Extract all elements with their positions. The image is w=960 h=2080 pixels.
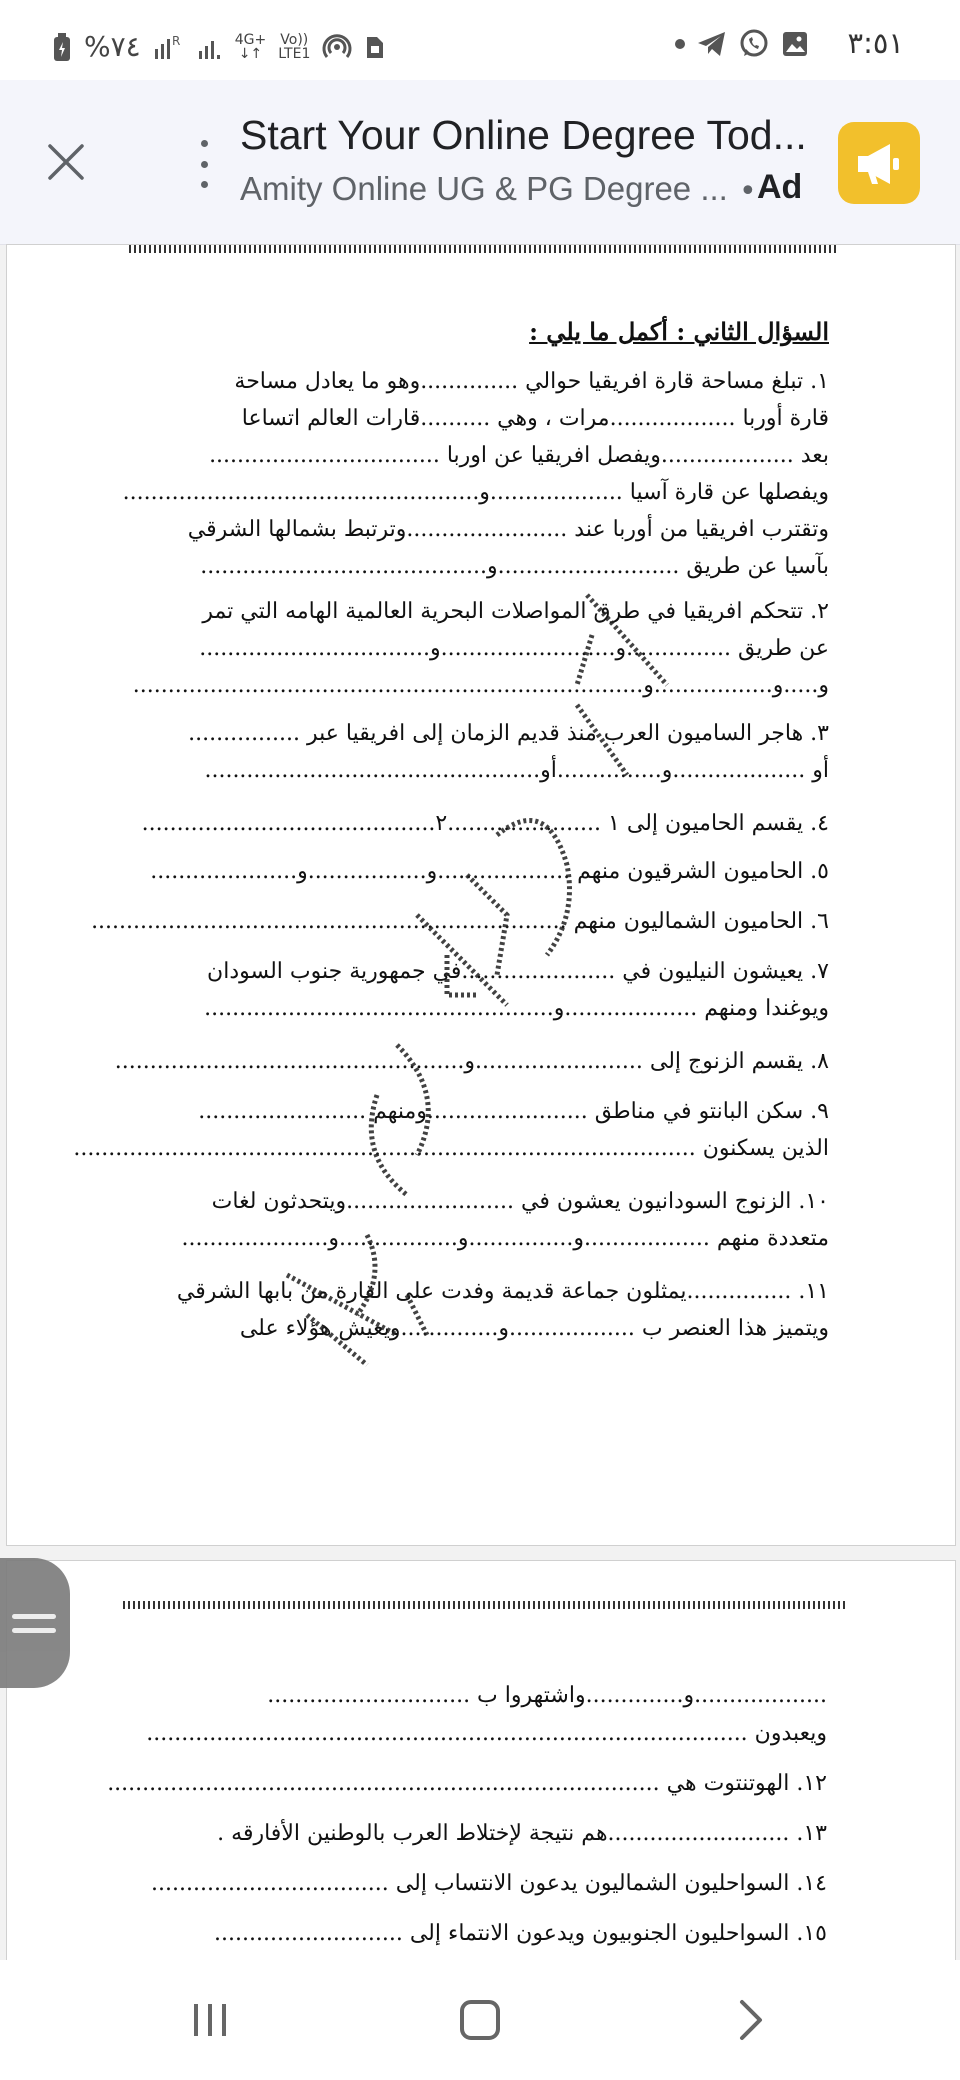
text-line: ويتميز هذا العنصر ب ..................و..............ويعيش هؤلاء على [239, 1316, 829, 1341]
close-icon[interactable] [40, 136, 92, 188]
question-heading: السؤال الثاني : أكمل ما يلي : [529, 317, 829, 346]
text-line: بآسيا عن طريق ..........................و......................................... [200, 554, 829, 579]
status-right-icons [674, 28, 810, 60]
text-line: ٤. يقسم الحاميون إلى ١ ......................٢.......................................... [141, 811, 829, 836]
status-bar [0, 0, 960, 80]
text-line: ٦. الحاميون الشماليون منهم .................................................................... [91, 909, 829, 934]
text-line: ٢. تتحكم افريقيا في طرق المواصلات البحرية العالمية الهامه التي تمر [202, 599, 829, 624]
ad-banner[interactable] [0, 80, 960, 245]
volte-bottom-label: LTE1 [278, 45, 311, 62]
megaphone-icon [838, 122, 920, 204]
page-top-border [123, 1601, 845, 1609]
more-options-icon[interactable] [196, 140, 212, 188]
ad-label: Ad [757, 168, 803, 206]
handwritten-watermark [247, 575, 767, 1375]
side-panel-handle[interactable] [0, 1558, 70, 1688]
text-line: ١٣. ..........................هم نتيجة لإختلاط العرب بالوطنين الأفارقه . [217, 1821, 827, 1846]
text-line: عن طريق ...............و.........................و................................. [199, 636, 829, 661]
text-line: متعددة منهم ..................و...............و.................و..................... [181, 1226, 829, 1251]
status-time: ٣:٥١ [847, 26, 904, 60]
text-line: ١. تبلغ مساحة قارة افريقيا حوالي ..............وهو ما يعادل مساحة [234, 369, 829, 394]
text-line: ويوغندا ومنهم ...................و.................................................. [204, 996, 829, 1021]
status-left-icons [52, 30, 386, 63]
ad-subtitle[interactable]: Amity Online UG & PG Degree ... [240, 170, 728, 207]
text-line: ٩. سكن البانتو في مناطق .......................ومنهم ........................ [198, 1099, 829, 1124]
text-line: ١٠. الزنوج السودانيون يعشون في ........................ويتحدثون لغات [211, 1189, 829, 1214]
signal-r-icon [153, 33, 185, 61]
menu-lines-icon [12, 1614, 56, 1619]
telegram-icon [696, 29, 728, 59]
ad-title[interactable]: Start Your Online Degree Tod... [240, 112, 807, 158]
hotspot-icon [322, 32, 352, 62]
home-icon[interactable] [450, 1996, 510, 2044]
navigation-bar [0, 1960, 960, 2080]
text-line: ١٢. الهوتنتوت هي ............................................................................... [107, 1771, 827, 1796]
ad-separator-dot: • [739, 174, 757, 209]
battery-percent: %٧٤ [84, 30, 141, 63]
battery-icon [52, 32, 72, 62]
document-page-2[interactable] [6, 1560, 956, 1971]
whatsapp-icon [738, 28, 770, 60]
text-line: الذين يسكنون ......................................................................................... [73, 1136, 829, 1161]
page2-content [107, 1683, 827, 1963]
page-top-border [129, 245, 839, 253]
network-type-label: 4G+ [234, 31, 267, 48]
text-line: ٨. يقسم الزنوج إلى ........................و.................................................. [114, 1049, 829, 1074]
text-line: ...................و..............واشتهروا ب ............................. [267, 1683, 827, 1708]
signal-icon [197, 33, 223, 61]
text-line: ١٤. السواحليون الشماليون يدعون الانتساب إلى .................................. [151, 1871, 827, 1896]
network-arrows: ↓↑ [238, 45, 263, 62]
gallery-icon [780, 29, 810, 59]
ad-logo[interactable] [838, 122, 920, 204]
text-line: أو ...................و...............أو................................................ [204, 758, 829, 783]
text-line: ٣. هاجر الساميون العرب منذ قديم الزمان إلى افريقيا عبر ................ [188, 721, 829, 746]
text-line: ويفصلها عن قارة آسيا ...................و................................................... [122, 480, 829, 505]
text-line: وتقترب افريقيا من أوربا عند .......................وترتبط بشمالها الشرقي [187, 517, 829, 542]
dot-icon [674, 38, 686, 50]
document-page-1[interactable] [6, 244, 956, 1546]
text-line: قارة أوربا ..................مرات ، وهي ..........قارات العالم اتساعا [241, 406, 829, 431]
network-type-icon [235, 33, 267, 61]
text-line: ٧. يعيشون النيليون في ......................في جمهورية جنوب السودان [207, 959, 829, 984]
svg-text:R: R [171, 33, 181, 48]
back-icon[interactable] [720, 1996, 780, 2044]
text-line: ١٥. السواحليون الجنوبيون ويدعون الانتماء إلى ........................... [214, 1921, 827, 1946]
text-line: بعد ...................ويفصل افريقيا عن اوربا ................................. [209, 443, 829, 468]
sim-icon [364, 33, 386, 61]
volte-icon [278, 33, 310, 61]
menu-lines-icon [12, 1628, 56, 1633]
recent-apps-icon[interactable] [180, 1996, 240, 2044]
text-line: ٥. الحاميون الشرقيون منهم ...................و.................و..................... [150, 859, 829, 884]
volte-top-label: Vo)) [280, 31, 309, 48]
text-line: و.....و.................و......................................................................... [132, 673, 829, 698]
text-line: ١١. ...............يمثلون جماعة قديمة وفدت على القارة من بابها الشرقي [176, 1279, 829, 1304]
text-line: ويعبدون ...................................................................................... [146, 1721, 827, 1746]
